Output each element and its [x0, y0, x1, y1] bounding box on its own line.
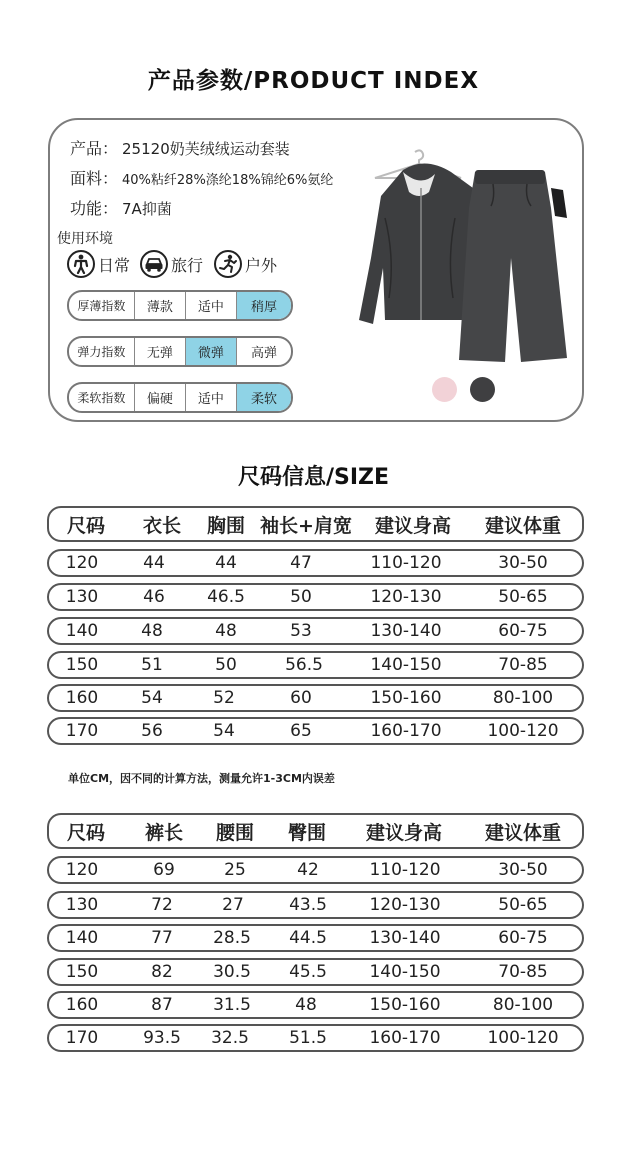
header-cell: 建议身高: [374, 514, 452, 537]
table-cell: 150-160: [369, 995, 441, 1015]
usage-daily: [67, 250, 130, 278]
table-cell: 87: [151, 995, 173, 1015]
header-cell: 胸围: [206, 514, 246, 537]
table-cell: 150: [65, 655, 99, 675]
header-cell: 建议体重: [484, 821, 562, 844]
table-cell: 30-50: [498, 860, 548, 880]
product-image: [355, 148, 570, 370]
usage-label: 旅行: [171, 255, 204, 275]
table-cell: 150: [65, 962, 99, 982]
table-cell: 48: [295, 995, 317, 1015]
header-cell: 建议体重: [484, 514, 562, 537]
table-cell: 110-120: [369, 860, 441, 880]
index-option-selected: 稍厚: [237, 292, 291, 319]
table-cell: 160-170: [370, 721, 442, 741]
header-cell: 袖长+肩宽: [260, 514, 352, 537]
thickness-index-label: 厚薄指数: [69, 292, 135, 319]
table-cell: 160: [65, 688, 99, 708]
size-section-title: 尺码信息/SIZE: [237, 465, 390, 490]
table-cell: 56.5: [285, 655, 323, 675]
measurement-note: 单位CM，因不同的计算方法，测量允许1-3CM内误差: [68, 772, 335, 785]
table-cell: 80-100: [492, 688, 554, 708]
table-cell: 50: [290, 587, 312, 607]
table-cell: 170: [65, 1028, 99, 1048]
table-row: [47, 856, 584, 884]
index-option: 偏硬: [135, 384, 186, 411]
table-row: [47, 651, 584, 679]
color-swatch-pink[interactable]: [432, 377, 457, 402]
table-cell: 120-130: [369, 895, 441, 915]
table-cell: 52: [213, 688, 235, 708]
table-cell: 54: [141, 688, 163, 708]
header-cell: 衣长: [142, 514, 182, 537]
table-row: [47, 1024, 584, 1052]
table-cell: 130: [65, 587, 99, 607]
table-cell: 30-50: [498, 553, 548, 573]
table-cell: 43.5: [289, 895, 327, 915]
index-option: 适中: [186, 292, 237, 319]
table-cell: 56: [141, 721, 163, 741]
table-cell: 44: [143, 553, 165, 573]
table-cell: 120: [65, 860, 99, 880]
elasticity-index-label: 弹力指数: [69, 338, 135, 365]
header-cell: 建议身高: [365, 821, 443, 844]
car-icon: [140, 250, 168, 278]
running-icon: [214, 250, 242, 278]
table-cell: 32.5: [211, 1028, 249, 1048]
index-option: 无弹: [135, 338, 186, 365]
index-option-selected: 柔软: [237, 384, 291, 411]
table-cell: 77: [151, 928, 173, 948]
product-name-label: 产品：: [70, 139, 119, 158]
function-line: [70, 196, 172, 219]
softness-index-row: [67, 382, 293, 413]
table-cell: 170: [65, 721, 99, 741]
table-row: [47, 617, 584, 645]
table-cell: 130-140: [369, 928, 441, 948]
table-cell: 93.5: [143, 1028, 181, 1048]
table-cell: 100-120: [487, 1028, 559, 1048]
table-cell: 44.5: [289, 928, 327, 948]
product-name-line: [70, 136, 290, 159]
table-cell: 25: [224, 860, 246, 880]
table-cell: 30.5: [213, 962, 251, 982]
table-cell: 60-75: [498, 621, 548, 641]
table-cell: 31.5: [213, 995, 251, 1015]
table-cell: 130-140: [370, 621, 442, 641]
table-cell: 130: [65, 895, 99, 915]
table-row: [47, 991, 584, 1019]
table-row: [47, 549, 584, 577]
fabric-line: [70, 166, 333, 189]
table-row: [47, 684, 584, 712]
table-cell: 70-85: [498, 655, 548, 675]
table-cell: 51: [141, 655, 163, 675]
thickness-index-row: [67, 290, 293, 321]
table-cell: 53: [290, 621, 312, 641]
table-cell: 28.5: [213, 928, 251, 948]
color-swatch-gray[interactable]: [470, 377, 495, 402]
index-option-selected: 微弹: [186, 338, 237, 365]
header-cell: 臀围: [287, 821, 327, 844]
table-cell: 100-120: [487, 721, 559, 741]
table-cell: 82: [151, 962, 173, 982]
index-option: 适中: [186, 384, 237, 411]
table-cell: 140-150: [370, 655, 442, 675]
usage-label: 户外: [245, 255, 278, 275]
table-cell: 54: [213, 721, 235, 741]
table-cell: 65: [290, 721, 312, 741]
function-value: 7A抑菌: [122, 200, 172, 218]
table-cell: 140-150: [369, 962, 441, 982]
bottom-table-header: [47, 813, 584, 849]
table-cell: 45.5: [289, 962, 327, 982]
table-cell: 110-120: [370, 553, 442, 573]
table-cell: 140: [65, 928, 99, 948]
table-cell: 50-65: [498, 895, 548, 915]
table-cell: 46: [143, 587, 165, 607]
table-cell: 160-170: [369, 1028, 441, 1048]
header-cell: 裤长: [144, 821, 184, 844]
table-row: [47, 924, 584, 952]
fabric-label: 面料：: [70, 169, 119, 188]
person-icon: [67, 250, 95, 278]
table-cell: 120-130: [370, 587, 442, 607]
table-cell: 60-75: [498, 928, 548, 948]
table-cell: 160: [65, 995, 99, 1015]
table-cell: 150-160: [370, 688, 442, 708]
table-cell: 80-100: [492, 995, 554, 1015]
table-row: [47, 583, 584, 611]
table-cell: 50: [215, 655, 237, 675]
top-table-header: [47, 506, 584, 542]
table-cell: 27: [222, 895, 244, 915]
product-name-value: 25120奶芙绒绒运动套装: [122, 140, 290, 158]
table-row: [47, 891, 584, 919]
table-cell: 50-65: [498, 587, 548, 607]
header-cell: 尺码: [66, 514, 106, 537]
table-cell: 44: [215, 553, 237, 573]
table-cell: 120: [65, 553, 99, 573]
softness-index-label: 柔软指数: [69, 384, 135, 411]
usage-travel: [140, 250, 203, 278]
table-cell: 42: [297, 860, 319, 880]
index-option: 高弹: [250, 346, 277, 361]
usage-label: 日常: [98, 255, 131, 275]
table-cell: 72: [151, 895, 173, 915]
fabric-value: 40%粘纤28%涤纶18%锦纶6%氨纶: [122, 173, 334, 188]
page-title: 产品参数/PRODUCT INDEX: [147, 68, 480, 94]
table-cell: 46.5: [207, 587, 245, 607]
header-cell: 尺码: [66, 821, 106, 844]
table-cell: 47: [290, 553, 312, 573]
usage-title: 使用环境: [57, 231, 113, 247]
table-cell: 69: [153, 860, 175, 880]
usage-outdoor: [214, 250, 277, 278]
elasticity-index-row: [67, 336, 293, 367]
index-option: 薄款: [135, 292, 186, 319]
table-row: [47, 958, 584, 986]
header-cell: 腰围: [215, 821, 255, 844]
table-cell: 51.5: [289, 1028, 327, 1048]
function-label: 功能：: [70, 199, 119, 218]
table-cell: 60: [290, 688, 312, 708]
table-cell: 48: [141, 621, 163, 641]
table-cell: 70-85: [498, 962, 548, 982]
table-cell: 48: [215, 621, 237, 641]
table-cell: 140: [65, 621, 99, 641]
table-row: [47, 717, 584, 745]
